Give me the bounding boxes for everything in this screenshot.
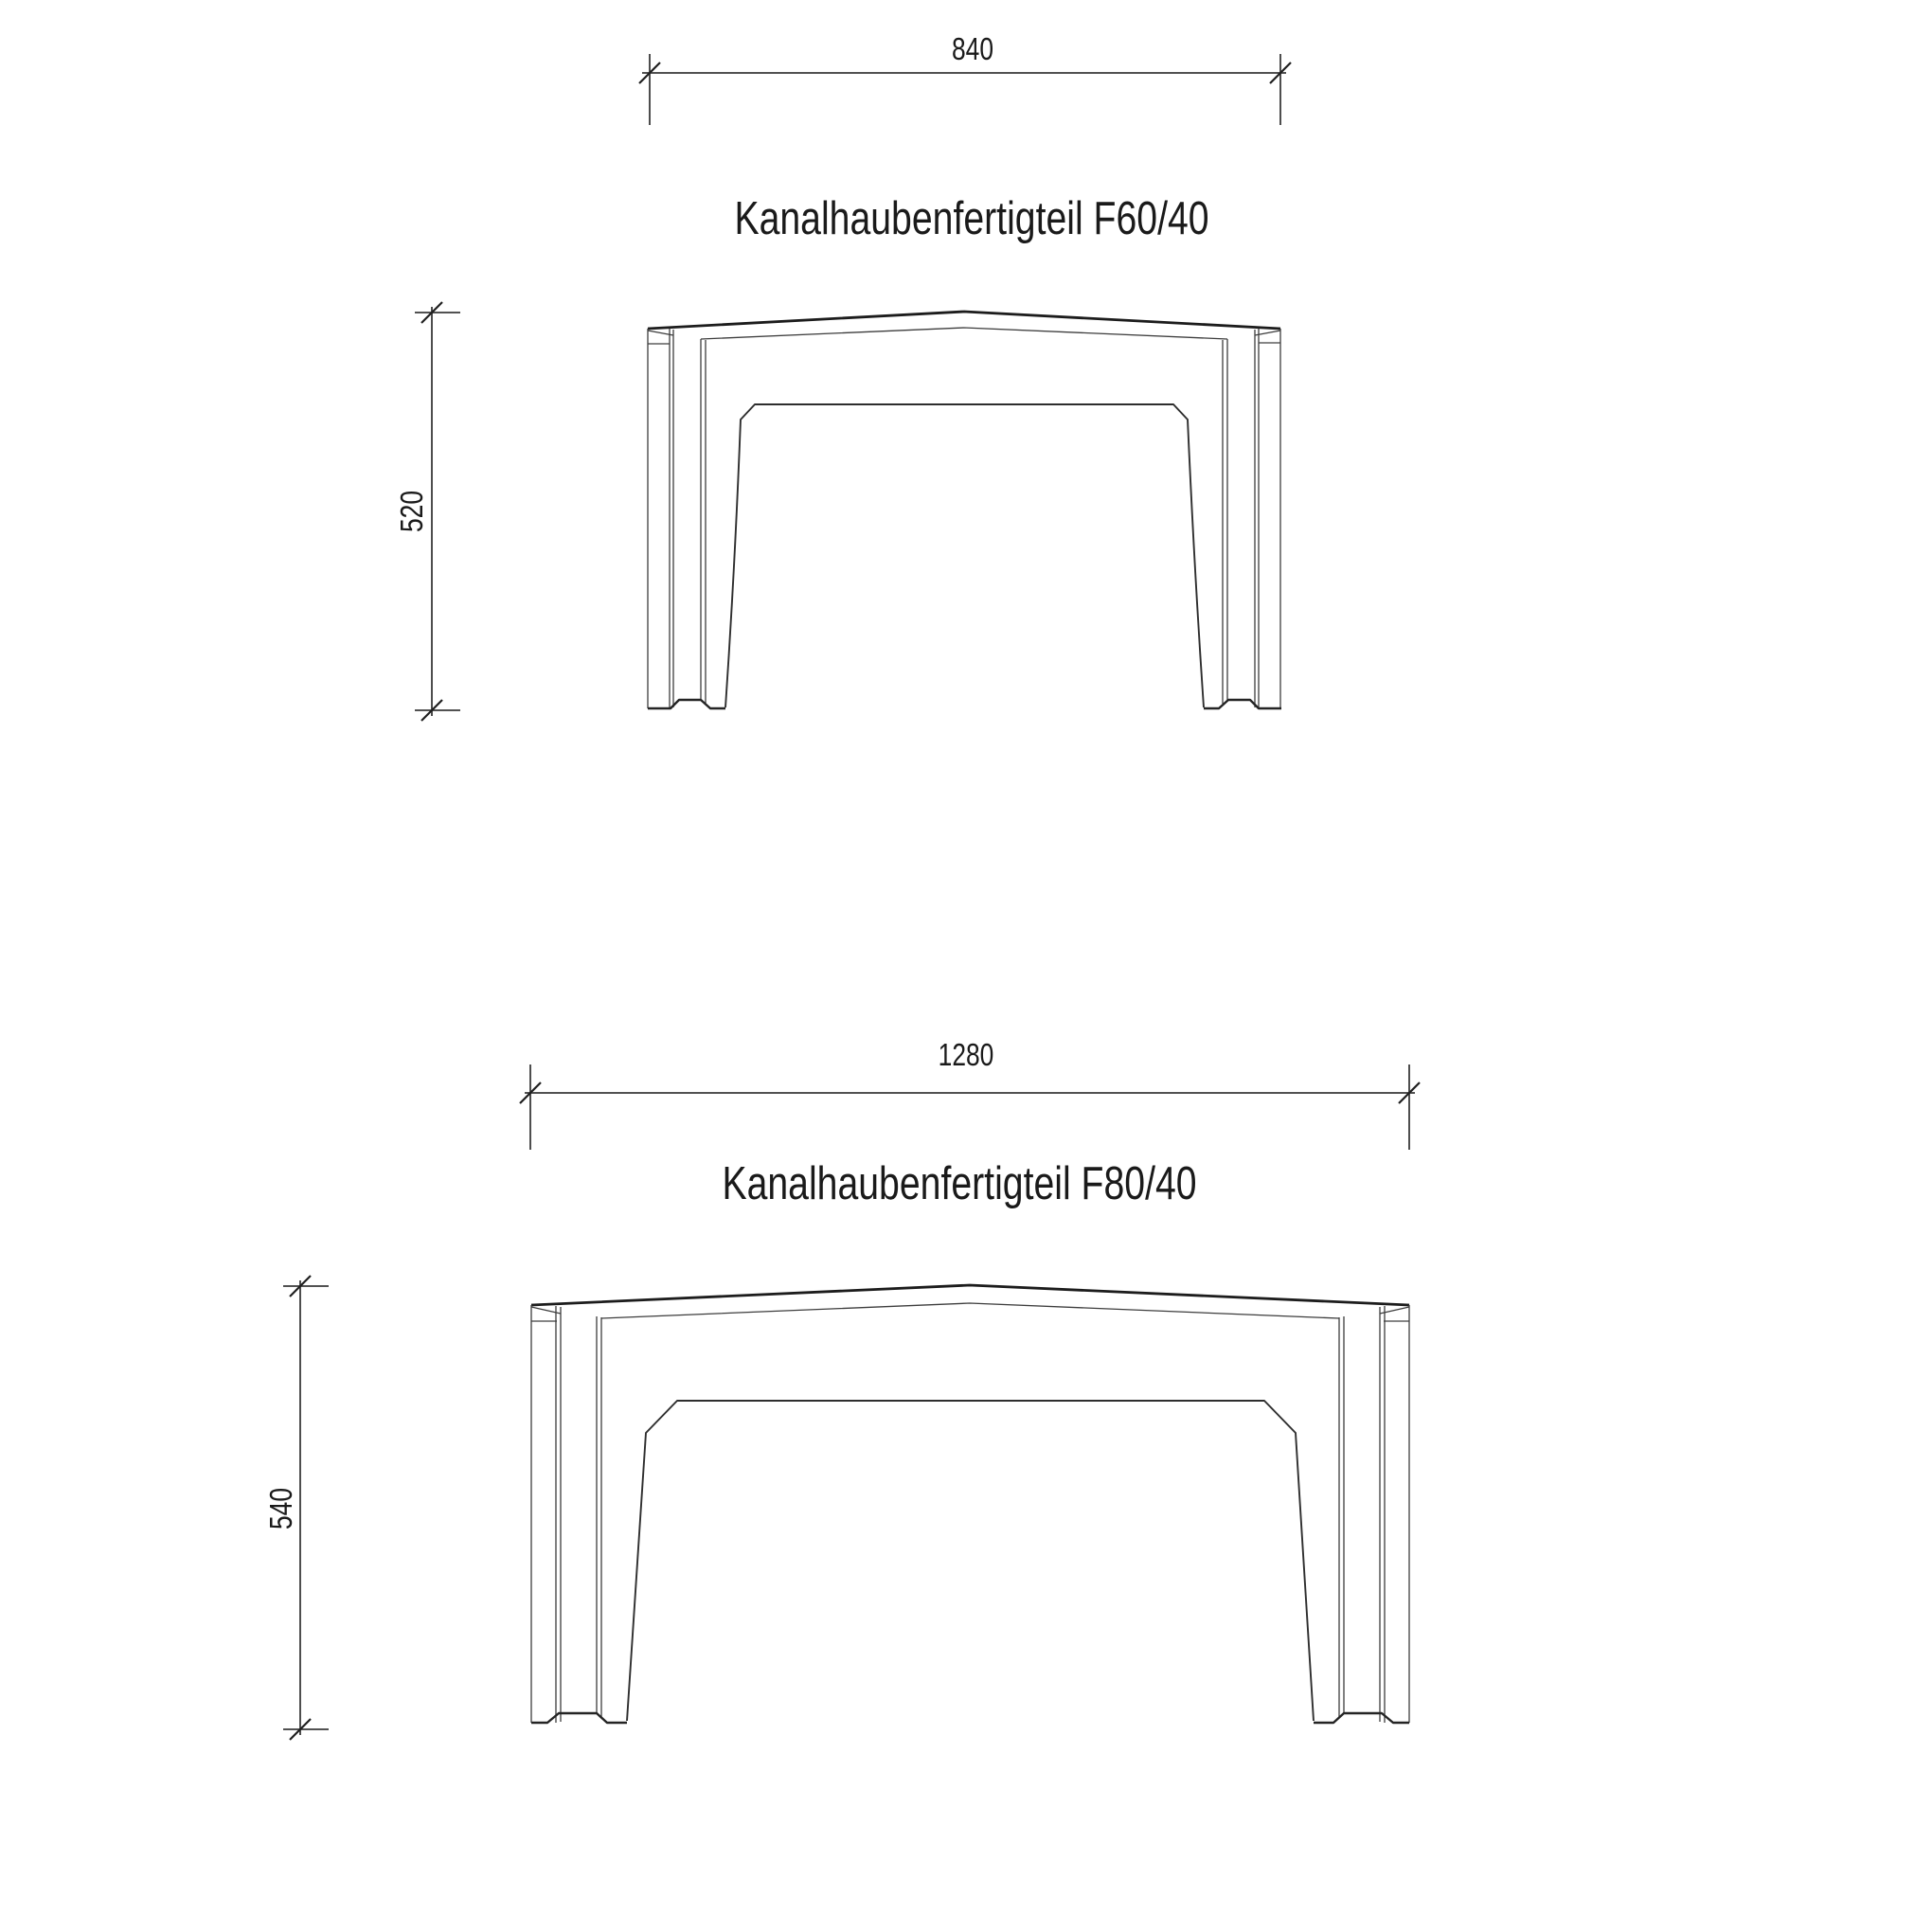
dim-width-f80-label: 1280 — [938, 1038, 994, 1073]
dim-height-f80-label: 540 — [264, 1487, 299, 1530]
dim-width-f80 — [520, 1038, 1420, 1150]
dim-height-f60 — [395, 302, 460, 721]
inner-top-line — [601, 1303, 1339, 1318]
dim-width-f60 — [639, 32, 1291, 125]
figure-f80-40-title: Kanalhaubenfertigteil F80/40 — [722, 1157, 1197, 1210]
dim-height-f80 — [264, 1276, 329, 1740]
bottom-edges — [648, 700, 1281, 708]
bottom-edges — [531, 1713, 1409, 1723]
figure-f80-40 — [264, 1038, 1420, 1740]
corner-bevel-lines — [648, 331, 1280, 335]
outer-top-line — [648, 312, 1280, 329]
extension-lines — [530, 1064, 1409, 1150]
leg-lines — [531, 1305, 1409, 1723]
outer-top-line — [531, 1285, 1409, 1305]
opening-outline — [627, 1401, 1314, 1721]
leg-lines — [648, 329, 1280, 708]
figure-f60-40 — [395, 32, 1291, 721]
opening-outline — [725, 404, 1204, 707]
figure-f80-40-section — [531, 1285, 1409, 1723]
corner-bevel-lines — [531, 1307, 1409, 1314]
dim-height-f60-label: 520 — [395, 490, 430, 533]
inner-top-line — [701, 328, 1227, 339]
figure-f60-40-title: Kanalhaubenfertigteil F60/40 — [734, 192, 1209, 245]
rebate-step-lines — [648, 343, 1280, 344]
figure-f60-40-section — [648, 312, 1281, 708]
dim-width-f60-label: 840 — [951, 32, 994, 67]
